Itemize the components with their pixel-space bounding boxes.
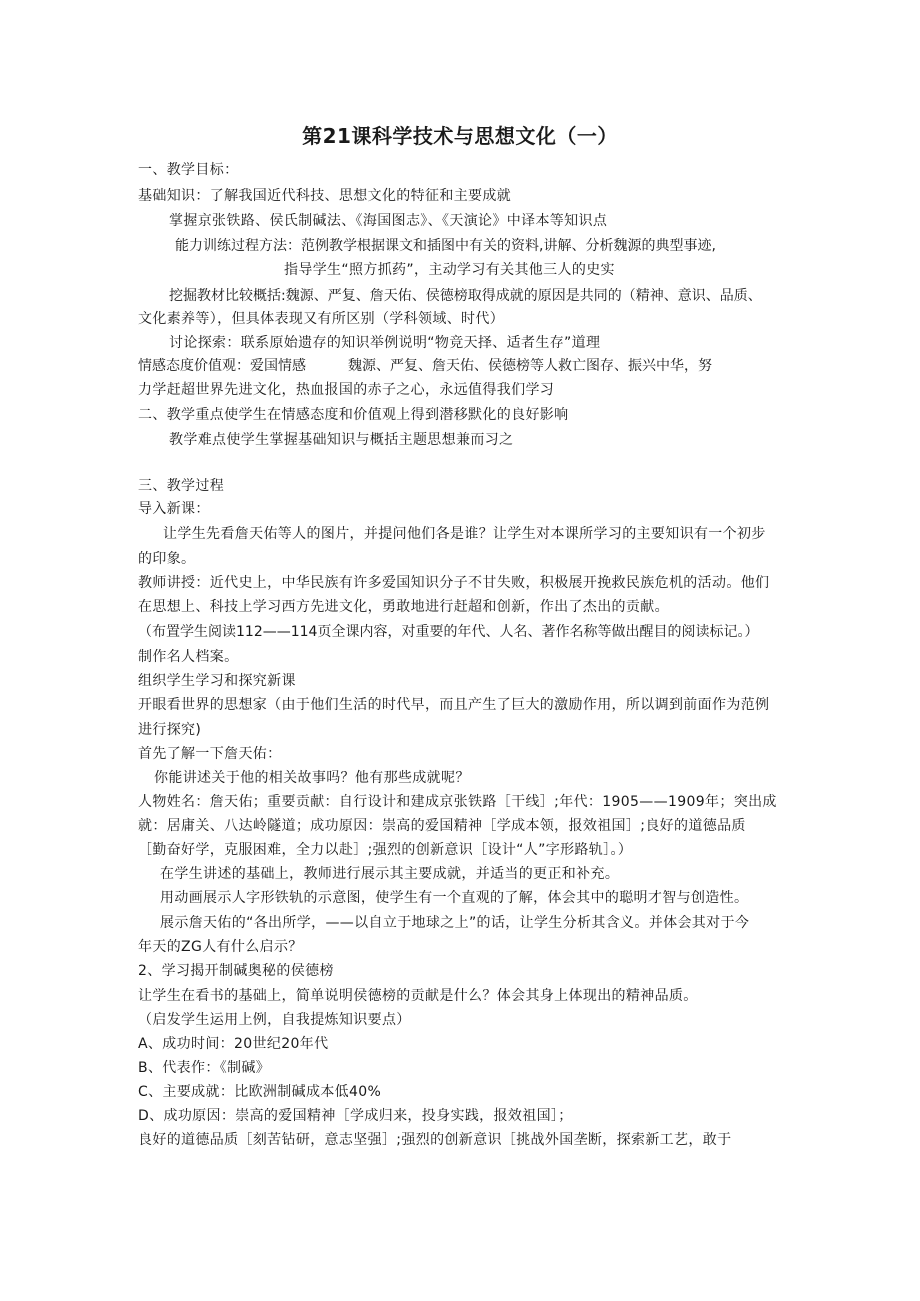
text-line: 就：居庸关、八达岭隧道；成功原因：崇高的爱国精神［学成本领，报效祖国］;良好的道德品质: [138, 818, 746, 834]
text-line: 年天的ZG人有什么启示？: [138, 939, 303, 955]
text-line: 情感态度价值观：爱国情感 魏源、严复、詹天佑、侯德榜等人救亡图存、振兴中华，努: [138, 358, 712, 374]
text-line: 力学赶超世界先进文化，热血报国的赤子之心，永远值得我们学习: [138, 382, 555, 398]
text-line: 的印象。: [138, 551, 196, 567]
text-line: 教学难点使学生掌握基础知识与概括主题思想兼而习之: [169, 432, 514, 448]
text-line: 在思想上、科技上学习西方先进文化，勇敢地进行赶超和创新，作出了杰出的贡献。: [138, 599, 669, 615]
section-heading: 三、教学过程: [138, 478, 225, 494]
text-line: 进行探究): [138, 722, 202, 738]
text-line: 文化素养等），但具体表现又有所区别（学科领域、时代）: [138, 311, 505, 327]
list-item: A、成功时间：20世纪20年代: [138, 1036, 329, 1052]
text-line: 能力训练过程方法：范例教学根据课文和插图中有关的资料,讲解、分析魏源的典型事迹,: [175, 238, 716, 254]
text-line: 一、教学目标：: [138, 162, 239, 178]
list-item: B、代表作：《制碱》: [138, 1060, 271, 1076]
text-line: 开眼看世界的思想家（由于他们生活的时代早，而且产生了巨大的激励作用，所以调到前面作为范例: [138, 697, 770, 713]
text-line: 导入新课：: [138, 501, 210, 517]
text-line: 基础知识：了解我国近代科技、思想文化的特征和主要成就: [138, 188, 512, 204]
text-line: 指导学生“照方抓药”，主动学习有关其他三人的史实: [284, 262, 615, 278]
document-title: 第21课科学技术与思想文化（一）: [302, 124, 618, 148]
text-line: 教师讲授：近代史上，中华民族有许多爱国知识分子不甘失败，积极展开挽救民族危机的活动。他们: [138, 575, 770, 591]
text-line: 掌握京张铁路、侯氏制碱法、《海国图志》、《天演论》中译本等知识点: [169, 213, 608, 229]
text-line: ［勤奋好学，克服困难，全力以赴］;强烈的创新意识［设计“人”字形路轨］。）: [138, 842, 633, 858]
text-line: 人物姓名：詹天佑；重要贡献：自行设计和建成京张铁路［干线］;年代：1905——1909年；突出成: [138, 794, 777, 810]
text-line: 让学生先看詹天佑等人的图片，并提问他们各是谁？让学生对本课所学习的主要知识有一个初步: [163, 526, 766, 542]
text-line: （布置学生阅读112——114页全课内容，对重要的年代、人名、著作名称等做出醒目的阅读标记。）: [138, 624, 759, 640]
text-line: 讨论探索：联系原始遗存的知识举例说明“物竞天择、适者生存”道理: [169, 335, 601, 351]
text-line: 二、教学重点使学生在情感态度和价值观上得到潜移默化的良好影响: [138, 407, 569, 423]
text-line: 展示詹天佑的“各出所学，——以自立于地球之上”的话，让学生分析其含义。并体会其对于今: [160, 915, 750, 931]
list-item: C、主要成就：比欧洲制碱成本低40%: [138, 1084, 382, 1100]
section-heading: 2、学习揭开制碱奥秘的侯德榜: [138, 963, 334, 979]
text-line: （启发学生运用上例，自我提炼知识要点）: [138, 1012, 411, 1028]
text-line: 让学生在看书的基础上，简单说明侯德榜的贡献是什么？体会其身上体现出的精神品质。: [138, 988, 698, 1004]
list-item: D、成功原因：崇高的爱国精神［学成归来，投身实践，报效祖国］；: [138, 1108, 573, 1124]
text-line: 你能讲述关于他的相关故事吗？他有那些成就呢？: [154, 770, 470, 786]
text-line: 制作名人档案。: [138, 649, 239, 665]
text-line: 用动画展示人字形铁轨的示意图，使学生有一个直观的了解，体会其中的聪明才智与创造性。: [160, 890, 749, 906]
text-line: 挖掘教材比较概括:魏源、严复、詹天佑、侯德榜取得成就的原因是共同的（精神、意识、品质、: [169, 288, 762, 304]
text-line: 良好的道德品质［刻苦钻研，意志坚强］;强烈的创新意识［挑战外国垄断，探索新工艺，敢于: [138, 1132, 732, 1148]
text-line: 首先了解一下詹天佑：: [138, 746, 282, 762]
text-line: 在学生讲述的基础上，教师进行展示其主要成就，并适当的更正和补充。: [160, 866, 620, 882]
text-line: 组织学生学习和探究新课: [138, 673, 296, 689]
